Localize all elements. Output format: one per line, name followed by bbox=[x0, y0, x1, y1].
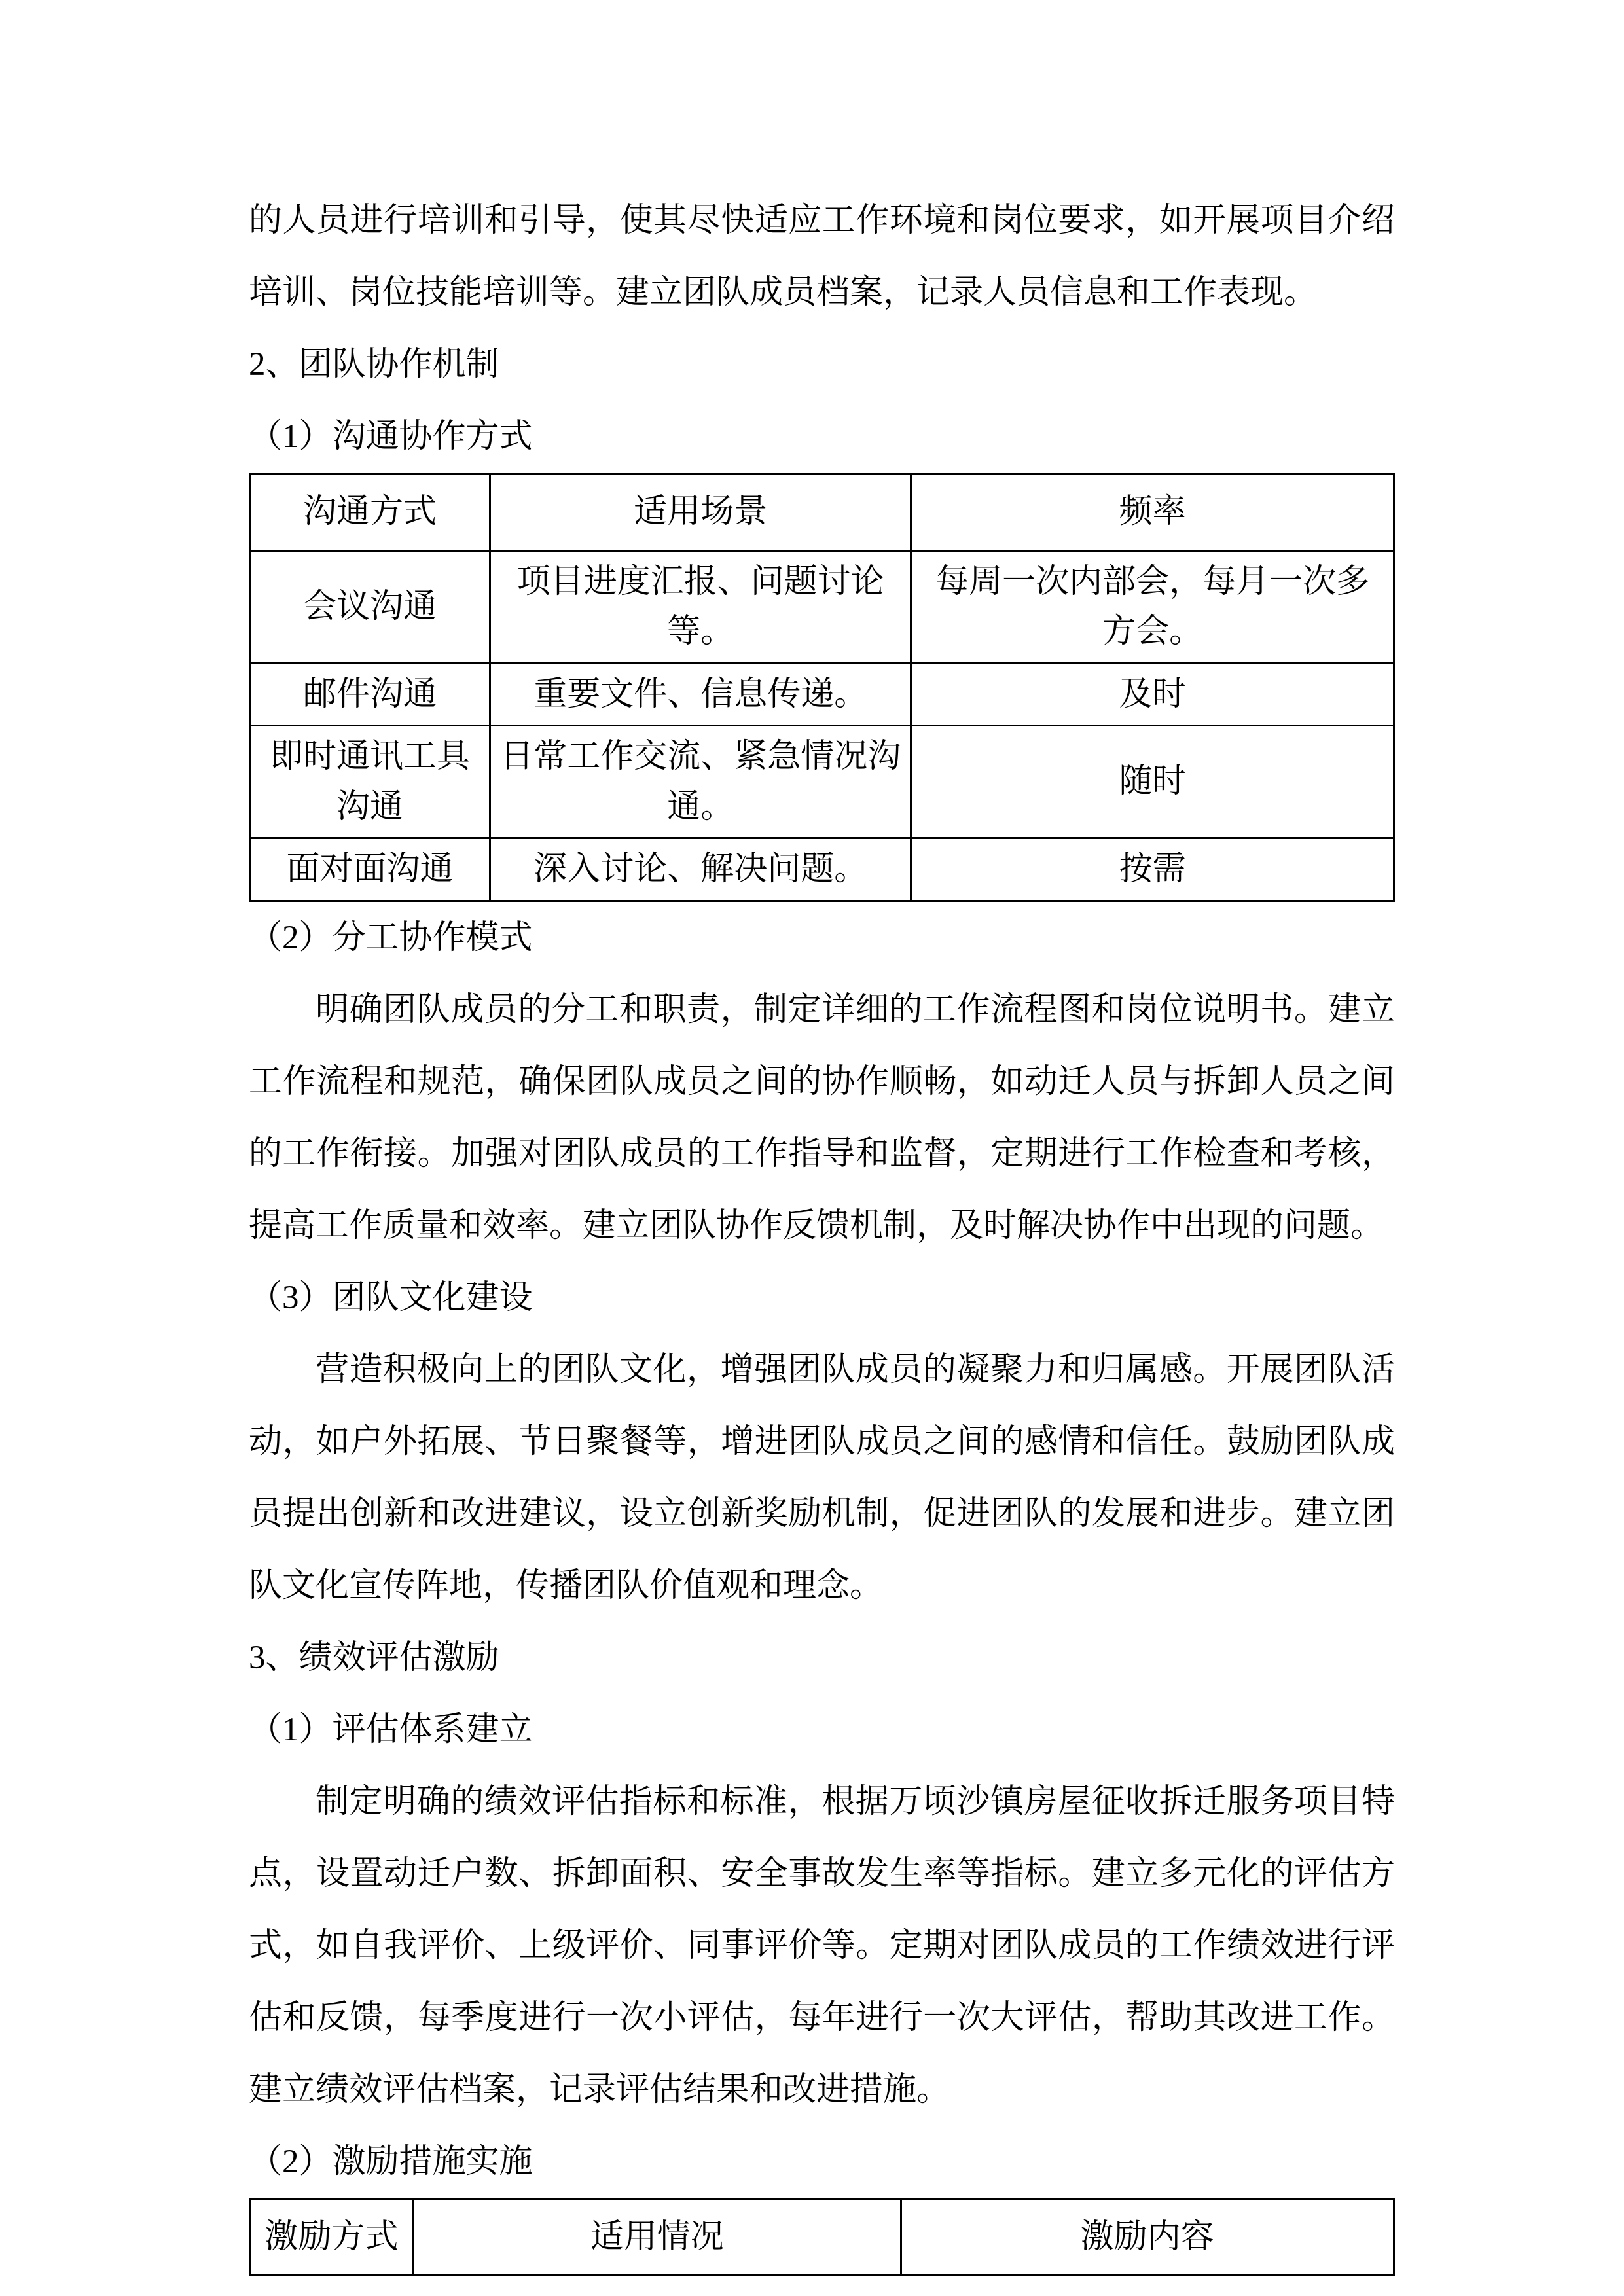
table-cell: 即时通讯工具沟通 bbox=[250, 726, 490, 838]
table-header-cell: 激励内容 bbox=[901, 2198, 1394, 2276]
table-cell: 日常工作交流、紧急情况沟通。 bbox=[490, 726, 911, 838]
table-header-row bbox=[250, 2198, 1394, 2276]
division-paragraph: 明确团队成员的分工和职责，制定详细的工作流程图和岗位说明书。建立工作流程和规范，确保团队成员之间的协作顺畅，如动迁人员与拆卸人员之间的工作衔接。加强对团队成员的工作指导和监督，定期进行工作检查和考核，提高工作质量和效率。建立团队协作反馈机制，及时解决协作中出现的问题。 bbox=[249, 991, 1395, 1244]
table-header-cell: 适用场景 bbox=[490, 474, 911, 551]
communication-table bbox=[249, 473, 1395, 902]
heading-incentive-measures: （2）激励措施实施 bbox=[249, 2143, 533, 2180]
heading-performance-evaluation: 3、绩效评估激励 bbox=[249, 1639, 499, 1676]
heading-division-of-labor: （2）分工协作模式 bbox=[249, 919, 533, 956]
table-row bbox=[250, 550, 1394, 663]
table-cell: 按需 bbox=[911, 838, 1394, 901]
table-cell: 邮件沟通 bbox=[250, 663, 490, 726]
table-header-cell: 频率 bbox=[911, 474, 1394, 551]
table-row bbox=[250, 663, 1394, 726]
table-cell: 随时 bbox=[911, 726, 1394, 838]
table-cell: 每周一次内部会，每月一次多方会。 bbox=[911, 550, 1394, 663]
table-row bbox=[250, 838, 1394, 901]
table-cell: 深入讨论、解决问题。 bbox=[490, 838, 911, 901]
intro-paragraph: 的人员进行培训和引导，使其尽快适应工作环境和岗位要求，如开展项目介绍培训、岗位技能培训等。建立团队成员档案，记录人员信息和工作表现。 bbox=[249, 202, 1395, 311]
culture-paragraph: 营造积极向上的团队文化，增强团队成员的凝聚力和归属感。开展团队活动，如户外拓展、节日聚餐等，增进团队成员之间的感情和信任。鼓励团队成员提出创新和改进建议，设立创新奖励机制，促进团队的发展和进步。建立团队文化宣传阵地，传播团队价值观和理念。 bbox=[249, 1351, 1395, 1604]
table-cell: 及时 bbox=[911, 663, 1394, 726]
heading-team-culture: （3）团队文化建设 bbox=[249, 1279, 533, 1316]
evaluation-paragraph: 制定明确的绩效评估指标和标准，根据万顷沙镇房屋征收拆迁服务项目特点，设置动迁户数、拆卸面积、安全事故发生率等指标。建立多元化的评估方式，如自我评价、上级评价、同事评价等。定期对团队成员的工作绩效进行评估和反馈，每季度进行一次小评估，每年进行一次大评估，帮助其改进工作。建立绩效评估档案，记录评估结果和改进措施。 bbox=[249, 1783, 1395, 2108]
table-header-cell: 沟通方式 bbox=[250, 474, 490, 551]
incentive-table bbox=[249, 2198, 1395, 2277]
table-cell: 会议沟通 bbox=[250, 550, 490, 663]
table-header-row bbox=[250, 474, 1394, 551]
table-row bbox=[250, 726, 1394, 838]
table-header-cell: 适用情况 bbox=[413, 2198, 901, 2276]
heading-team-collaboration: 2、团队协作机制 bbox=[249, 346, 499, 383]
heading-communication-methods: （1）沟通协作方式 bbox=[249, 418, 533, 455]
table-header-cell: 激励方式 bbox=[250, 2198, 414, 2276]
table-cell: 项目进度汇报、问题讨论等。 bbox=[490, 550, 911, 663]
heading-evaluation-system: （1）评估体系建立 bbox=[249, 1711, 533, 1748]
table-cell: 重要文件、信息传递。 bbox=[490, 663, 911, 726]
table-cell: 面对面沟通 bbox=[250, 838, 490, 901]
